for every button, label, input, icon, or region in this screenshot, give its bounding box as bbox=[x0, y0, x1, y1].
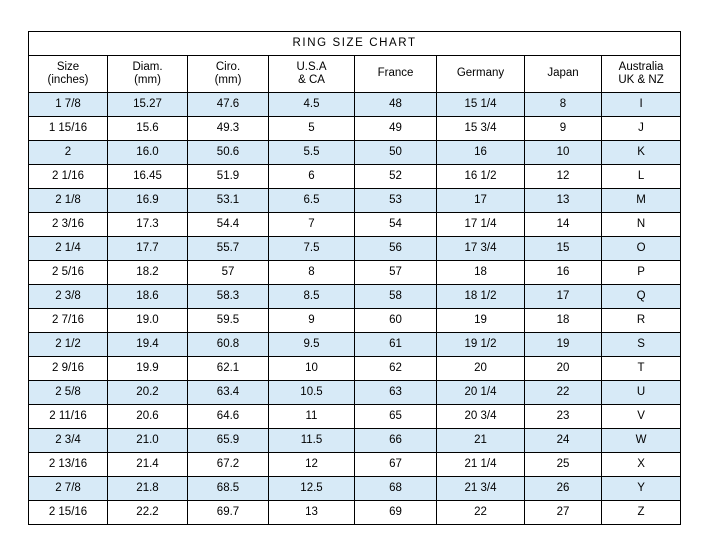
table-cell: K bbox=[602, 141, 681, 165]
table-cell: 16 1/2 bbox=[437, 165, 525, 189]
table-cell: R bbox=[602, 309, 681, 333]
table-cell: 26 bbox=[525, 477, 602, 501]
table-cell: 63 bbox=[355, 381, 437, 405]
table-cell: 2 1/8 bbox=[29, 189, 108, 213]
table-cell: 10 bbox=[269, 357, 355, 381]
table-cell: 65 bbox=[355, 405, 437, 429]
table-cell: 2 3/8 bbox=[29, 285, 108, 309]
table-cell: 55.7 bbox=[188, 237, 269, 261]
table-cell: 69.7 bbox=[188, 501, 269, 525]
table-cell: 67 bbox=[355, 453, 437, 477]
column-header-australia-uk-nz-line1: Australia bbox=[618, 60, 664, 73]
table-cell: 20.6 bbox=[108, 405, 188, 429]
table-cell: 53.1 bbox=[188, 189, 269, 213]
table-row bbox=[29, 381, 681, 405]
table-cell: 2 1/4 bbox=[29, 237, 108, 261]
table-cell: 60 bbox=[355, 309, 437, 333]
column-header-usa-ca bbox=[269, 56, 355, 93]
table-cell: S bbox=[602, 333, 681, 357]
table-cell: 14 bbox=[525, 213, 602, 237]
table-cell: 8.5 bbox=[269, 285, 355, 309]
table-cell: 60.8 bbox=[188, 333, 269, 357]
column-header-size-line1: Size bbox=[56, 60, 80, 73]
table-cell: 4.5 bbox=[269, 93, 355, 117]
column-header-france-line1: France bbox=[377, 67, 414, 80]
table-cell: 19 1/2 bbox=[437, 333, 525, 357]
table-cell: I bbox=[602, 93, 681, 117]
table-cell: 2 5/16 bbox=[29, 261, 108, 285]
table-cell: 64.6 bbox=[188, 405, 269, 429]
table-cell: 53 bbox=[355, 189, 437, 213]
table-cell: 51.9 bbox=[188, 165, 269, 189]
table-row bbox=[29, 477, 681, 501]
table-cell: 2 1/2 bbox=[29, 333, 108, 357]
table-row bbox=[29, 237, 681, 261]
table-cell: 22 bbox=[437, 501, 525, 525]
table-cell: 54 bbox=[355, 213, 437, 237]
table-cell: T bbox=[602, 357, 681, 381]
table-cell: 15.6 bbox=[108, 117, 188, 141]
table-cell: 59.5 bbox=[188, 309, 269, 333]
table-cell: 19.9 bbox=[108, 357, 188, 381]
table-cell: V bbox=[602, 405, 681, 429]
table-cell: 5 bbox=[269, 117, 355, 141]
table-cell: 27 bbox=[525, 501, 602, 525]
table-cell: 69 bbox=[355, 501, 437, 525]
table-cell: 54.4 bbox=[188, 213, 269, 237]
table-cell: 19 bbox=[437, 309, 525, 333]
column-header-size-line2: (inches) bbox=[47, 74, 89, 86]
table-cell: 11 bbox=[269, 405, 355, 429]
table-cell: 16.0 bbox=[108, 141, 188, 165]
column-header-usa-ca-line1: U.S.A bbox=[296, 60, 327, 73]
table-cell: 8 bbox=[525, 93, 602, 117]
table-cell: 11.5 bbox=[269, 429, 355, 453]
table-cell: 18 bbox=[437, 261, 525, 285]
table-cell: 21.0 bbox=[108, 429, 188, 453]
table-cell: 67.2 bbox=[188, 453, 269, 477]
table-cell: 16.9 bbox=[108, 189, 188, 213]
title-row bbox=[29, 32, 681, 56]
table-cell: 62 bbox=[355, 357, 437, 381]
table-cell: 62.1 bbox=[188, 357, 269, 381]
column-header-japan bbox=[525, 56, 602, 93]
table-cell: 19.4 bbox=[108, 333, 188, 357]
table-cell: 65.9 bbox=[188, 429, 269, 453]
table-cell: 2 bbox=[29, 141, 108, 165]
table-cell: 17.7 bbox=[108, 237, 188, 261]
table-body bbox=[29, 93, 681, 525]
table-cell: 25 bbox=[525, 453, 602, 477]
table-cell: 2 1/16 bbox=[29, 165, 108, 189]
table-cell: 9 bbox=[525, 117, 602, 141]
table-row bbox=[29, 141, 681, 165]
table-cell: L bbox=[602, 165, 681, 189]
table-cell: 20 bbox=[525, 357, 602, 381]
table-cell: 58 bbox=[355, 285, 437, 309]
table-cell: 57 bbox=[355, 261, 437, 285]
table-cell: 66 bbox=[355, 429, 437, 453]
table-cell: 17 3/4 bbox=[437, 237, 525, 261]
table-row bbox=[29, 285, 681, 309]
table-cell: 20.2 bbox=[108, 381, 188, 405]
table-head bbox=[29, 32, 681, 93]
table-cell: 6 bbox=[269, 165, 355, 189]
table-cell: 15 bbox=[525, 237, 602, 261]
table-cell: 49.3 bbox=[188, 117, 269, 141]
table-cell: Y bbox=[602, 477, 681, 501]
table-row bbox=[29, 213, 681, 237]
table-cell: 21 3/4 bbox=[437, 477, 525, 501]
table-cell: 63.4 bbox=[188, 381, 269, 405]
table-cell: 15 3/4 bbox=[437, 117, 525, 141]
column-header-circumference bbox=[188, 56, 269, 93]
column-header-size bbox=[29, 56, 108, 93]
table-cell: W bbox=[602, 429, 681, 453]
table-row bbox=[29, 309, 681, 333]
table-cell: 15 1/4 bbox=[437, 93, 525, 117]
table-cell: 47.6 bbox=[188, 93, 269, 117]
table-row bbox=[29, 501, 681, 525]
table-cell: 7.5 bbox=[269, 237, 355, 261]
table-cell: 17 bbox=[525, 285, 602, 309]
table-cell: 19 bbox=[525, 333, 602, 357]
table-cell: 21.8 bbox=[108, 477, 188, 501]
table-cell: O bbox=[602, 237, 681, 261]
column-header-germany-line1: Germany bbox=[456, 67, 505, 80]
table-cell: 7 bbox=[269, 213, 355, 237]
table-row bbox=[29, 189, 681, 213]
table-row bbox=[29, 165, 681, 189]
table-cell: 20 3/4 bbox=[437, 405, 525, 429]
table-cell: 5.5 bbox=[269, 141, 355, 165]
chart-container bbox=[28, 31, 680, 517]
table-cell: 21.4 bbox=[108, 453, 188, 477]
table-cell: 22 bbox=[525, 381, 602, 405]
table-cell: 23 bbox=[525, 405, 602, 429]
ring-size-table bbox=[28, 31, 681, 525]
table-cell: 8 bbox=[269, 261, 355, 285]
table-cell: 21 bbox=[437, 429, 525, 453]
table-cell: 1 15/16 bbox=[29, 117, 108, 141]
table-cell: 16 bbox=[437, 141, 525, 165]
column-header-australia-uk-nz bbox=[602, 56, 681, 93]
table-cell: 57 bbox=[188, 261, 269, 285]
table-cell: 22.2 bbox=[108, 501, 188, 525]
table-cell: M bbox=[602, 189, 681, 213]
table-cell: 12.5 bbox=[269, 477, 355, 501]
header-row bbox=[29, 56, 681, 93]
table-cell: 52 bbox=[355, 165, 437, 189]
table-cell: 18.2 bbox=[108, 261, 188, 285]
table-cell: 2 7/8 bbox=[29, 477, 108, 501]
table-cell: 9 bbox=[269, 309, 355, 333]
table-cell: 9.5 bbox=[269, 333, 355, 357]
table-cell: 61 bbox=[355, 333, 437, 357]
table-cell: 21 1/4 bbox=[437, 453, 525, 477]
table-cell: 49 bbox=[355, 117, 437, 141]
table-cell: 16.45 bbox=[108, 165, 188, 189]
table-cell: Z bbox=[602, 501, 681, 525]
table-cell: 24 bbox=[525, 429, 602, 453]
table-cell: 18.6 bbox=[108, 285, 188, 309]
column-header-japan-line1: Japan bbox=[547, 67, 579, 80]
table-cell: 20 bbox=[437, 357, 525, 381]
table-cell: P bbox=[602, 261, 681, 285]
column-header-diameter-line1: Diam. bbox=[132, 60, 163, 73]
table-cell: 12 bbox=[269, 453, 355, 477]
table-cell: 17 1/4 bbox=[437, 213, 525, 237]
table-cell: 2 5/8 bbox=[29, 381, 108, 405]
table-cell: X bbox=[602, 453, 681, 477]
table-cell: 18 bbox=[525, 309, 602, 333]
column-header-circumference-line1: Ciro. bbox=[215, 60, 241, 73]
table-cell: 20 1/4 bbox=[437, 381, 525, 405]
table-cell: 19.0 bbox=[108, 309, 188, 333]
page-title: RING SIZE CHART bbox=[29, 32, 681, 56]
table-row bbox=[29, 261, 681, 285]
table-cell: 50.6 bbox=[188, 141, 269, 165]
table-cell: 2 3/4 bbox=[29, 429, 108, 453]
table-cell: 18 1/2 bbox=[437, 285, 525, 309]
table-cell: 56 bbox=[355, 237, 437, 261]
table-row bbox=[29, 117, 681, 141]
column-header-germany bbox=[437, 56, 525, 93]
column-header-france bbox=[355, 56, 437, 93]
table-cell: N bbox=[602, 213, 681, 237]
table-cell: Q bbox=[602, 285, 681, 309]
table-row bbox=[29, 357, 681, 381]
table-row bbox=[29, 333, 681, 357]
column-header-circumference-line2: (mm) bbox=[214, 74, 242, 86]
table-row bbox=[29, 429, 681, 453]
table-cell: 6.5 bbox=[269, 189, 355, 213]
table-row bbox=[29, 453, 681, 477]
table-cell: 16 bbox=[525, 261, 602, 285]
table-cell: 2 11/16 bbox=[29, 405, 108, 429]
table-cell: J bbox=[602, 117, 681, 141]
column-header-usa-ca-line2: & CA bbox=[298, 74, 325, 86]
table-cell: U bbox=[602, 381, 681, 405]
table-row bbox=[29, 405, 681, 429]
table-row bbox=[29, 93, 681, 117]
table-cell: 10 bbox=[525, 141, 602, 165]
table-cell: 48 bbox=[355, 93, 437, 117]
table-cell: 58.3 bbox=[188, 285, 269, 309]
table-cell: 13 bbox=[525, 189, 602, 213]
table-cell: 68 bbox=[355, 477, 437, 501]
table-cell: 17.3 bbox=[108, 213, 188, 237]
table-cell: 17 bbox=[437, 189, 525, 213]
table-cell: 2 15/16 bbox=[29, 501, 108, 525]
table-cell: 1 7/8 bbox=[29, 93, 108, 117]
column-header-australia-uk-nz-line2: UK & NZ bbox=[618, 74, 664, 86]
table-cell: 10.5 bbox=[269, 381, 355, 405]
table-cell: 2 13/16 bbox=[29, 453, 108, 477]
column-header-diameter bbox=[108, 56, 188, 93]
table-cell: 50 bbox=[355, 141, 437, 165]
table-cell: 12 bbox=[525, 165, 602, 189]
table-cell: 2 9/16 bbox=[29, 357, 108, 381]
table-cell: 2 3/16 bbox=[29, 213, 108, 237]
table-cell: 2 7/16 bbox=[29, 309, 108, 333]
table-cell: 13 bbox=[269, 501, 355, 525]
table-cell: 15.27 bbox=[108, 93, 188, 117]
table-cell: 68.5 bbox=[188, 477, 269, 501]
column-header-diameter-line2: (mm) bbox=[134, 74, 161, 86]
